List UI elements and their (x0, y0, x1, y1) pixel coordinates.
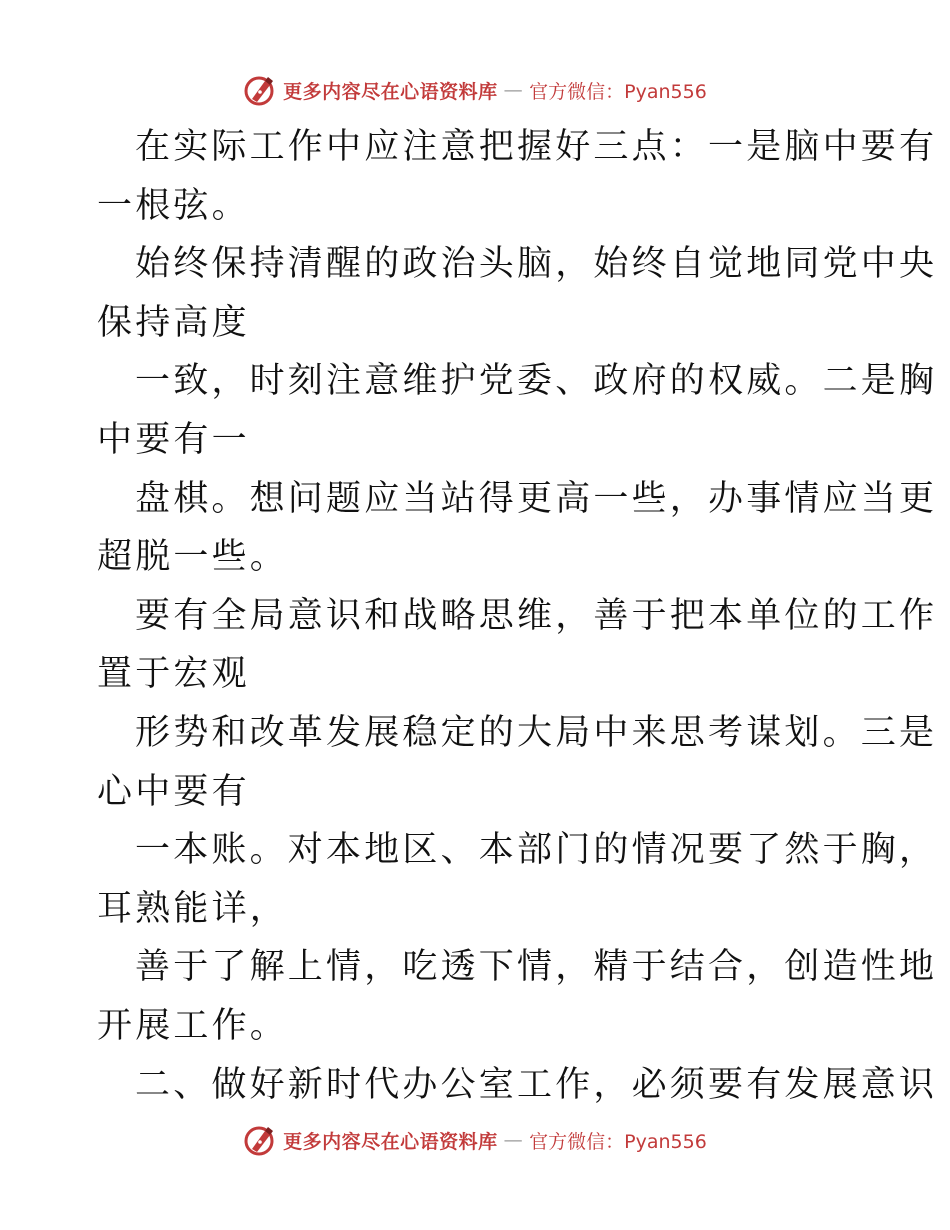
text-line: 一根弦。 (97, 185, 250, 226)
text-line: 开展工作。 (97, 1005, 289, 1046)
text-line: 形势和改革发展稳定的大局中来思考谋划。三是 (135, 712, 938, 753)
watermark-separator: — (503, 1129, 524, 1151)
footer-watermark (0, 1120, 950, 1160)
text-line: 保持高度 (97, 302, 250, 343)
text-line: 超脱一些。 (97, 537, 289, 578)
text-line: 始终保持清醒的政治头脑，始终自觉地同党中央 (135, 244, 938, 285)
text-line: 善于了解上情，吃透下情，精于结合，创造性地 (135, 947, 938, 988)
text-line: 置于宏观 (97, 654, 250, 695)
pen-nib-logo-icon (243, 73, 277, 107)
watermark-brand: 更多内容尽在心语资料库 (283, 1130, 498, 1153)
text-line: 一本账。对本地区、本部门的情况要了然于胸， (135, 830, 938, 871)
text-line: 中要有一 (97, 419, 250, 460)
text-line: 盘棋。想问题应当站得更高一些，办事情应当更 (135, 478, 938, 519)
watermark-separator: — (503, 79, 524, 101)
watermark-contact: 官方微信：Pyan556 (529, 80, 707, 103)
header-watermark (0, 70, 950, 110)
pen-nib-logo-icon (243, 1123, 277, 1157)
watermark-contact: 官方微信：Pyan556 (529, 1130, 707, 1153)
text-line: 一致，时刻注意维护党委、政府的权威。二是胸 (135, 361, 938, 402)
text-line: 要有全局意识和战略思维，善于把本单位的工作 (135, 595, 938, 636)
text-line: 二、做好新时代办公室工作，必须要有发展意识 (135, 1064, 938, 1105)
text-line: 耳熟能详， (97, 888, 289, 929)
document-body (97, 118, 938, 1114)
watermark-brand: 更多内容尽在心语资料库 (283, 80, 498, 103)
text-line: 心中要有 (97, 771, 250, 812)
text-line: 在实际工作中应注意把握好三点：一是脑中要有 (135, 127, 938, 167)
